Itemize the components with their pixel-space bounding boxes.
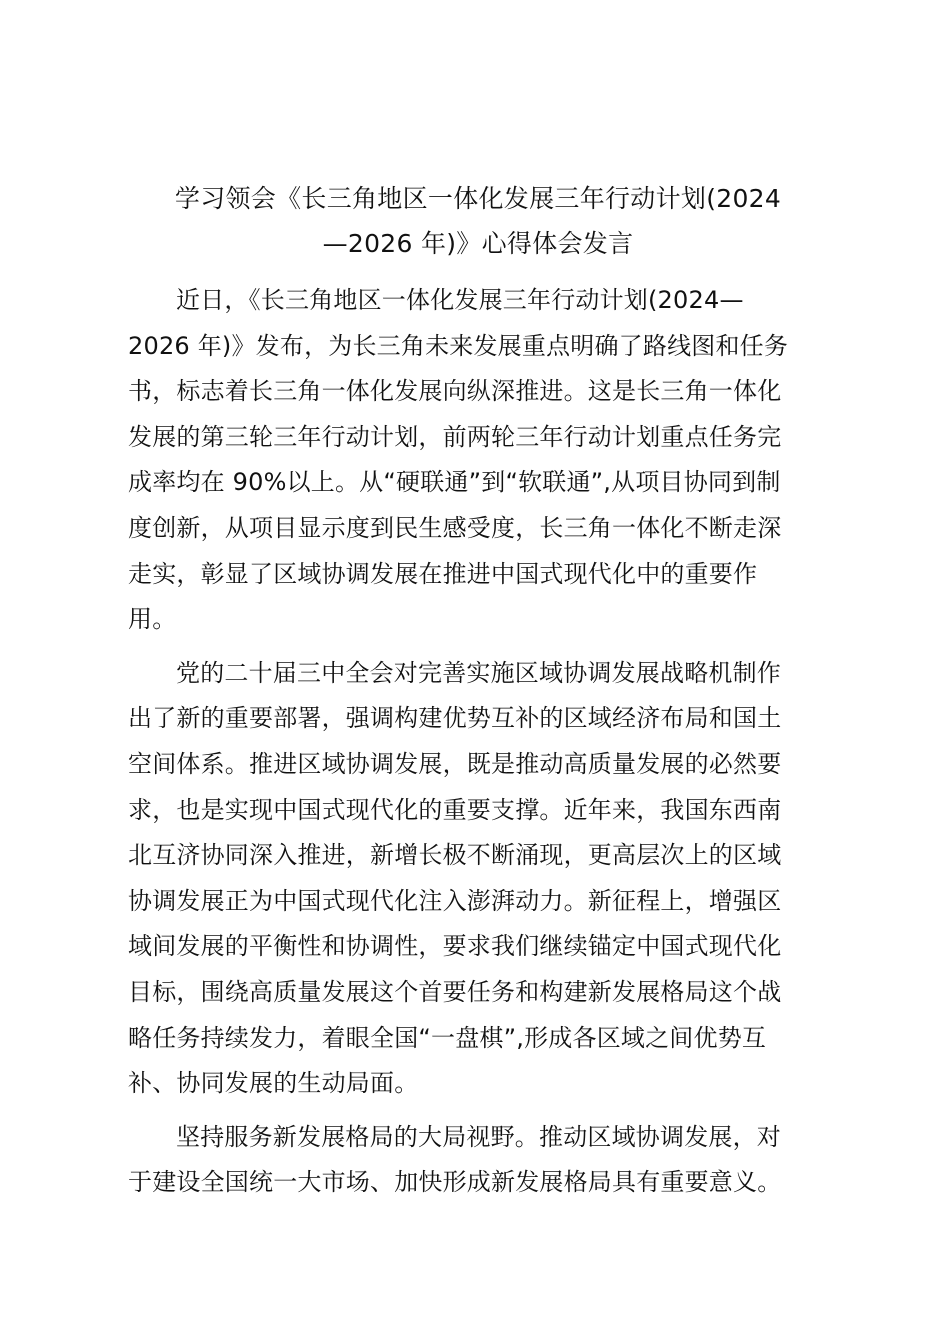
text-line: 求，也是实现中国式现代化的重要支撑。近年来，我国东西南 <box>128 795 782 824</box>
text-line: 成率均在 90%以上。从“硬联通”到“软联通”,从项目协同到制 <box>128 468 781 497</box>
text-line: 于建设全国统一大市场、加快形成新发展格局具有重要意义。 <box>128 1168 782 1197</box>
text-line: 党的二十届三中全会对完善实施区域协调发展战略机制作 <box>176 658 781 687</box>
title-line: 学习领会《长三角地区一体化发展三年行动计划(2024 <box>174 184 782 213</box>
text-line: 补、协同发展的生动局面。 <box>128 1069 419 1098</box>
text-line: 发展的第三轮三年行动计划，前两轮三年行动计划重点任务完 <box>128 422 782 451</box>
title-line: —2026 年)》心得体会发言 <box>322 229 634 258</box>
text-line: 度创新，从项目显示度到民生感受度，长三角一体化不断走深 <box>128 513 782 542</box>
document-title <box>118 176 838 266</box>
paragraph-3 <box>128 1115 828 1206</box>
text-line: 2026 年)》发布，为长三角未来发展重点明确了路线图和任务 <box>128 331 789 360</box>
text-line: 北互济协同深入推进，新增长极不断涌现，更高层次上的区域 <box>128 841 782 870</box>
text-line: 略任务持续发力，着眼全国“一盘棋”,形成各区域之间优势互 <box>128 1023 767 1052</box>
text-line: 协调发展正为中国式现代化注入澎湃动力。新征程上，增强区 <box>128 886 782 915</box>
text-line: 空间体系。推进区域协调发展，既是推动高质量发展的必然要 <box>128 749 782 778</box>
paragraph-2 <box>128 651 828 1107</box>
text-line: 出了新的重要部署，强调构建优势互补的区域经济布局和国土 <box>128 704 782 733</box>
text-line: 目标，围绕高质量发展这个首要任务和构建新发展格局这个战 <box>128 977 782 1006</box>
text-line: 书，标志着长三角一体化发展向纵深推进。这是长三角一体化 <box>128 377 782 406</box>
text-line: 坚持服务新发展格局的大局视野。推动区域协调发展，对 <box>176 1122 781 1151</box>
text-line: 近日，《长三角地区一体化发展三年行动计划(2024— <box>176 286 744 314</box>
text-line: 域间发展的平衡性和协调性，要求我们继续锚定中国式现代化 <box>128 932 782 961</box>
document-body <box>128 278 828 1214</box>
text-line: 用。 <box>128 605 177 634</box>
paragraph-1 <box>128 278 828 643</box>
text-line: 走实，彰显了区域协调发展在推进中国式现代化中的重要作 <box>128 559 758 588</box>
